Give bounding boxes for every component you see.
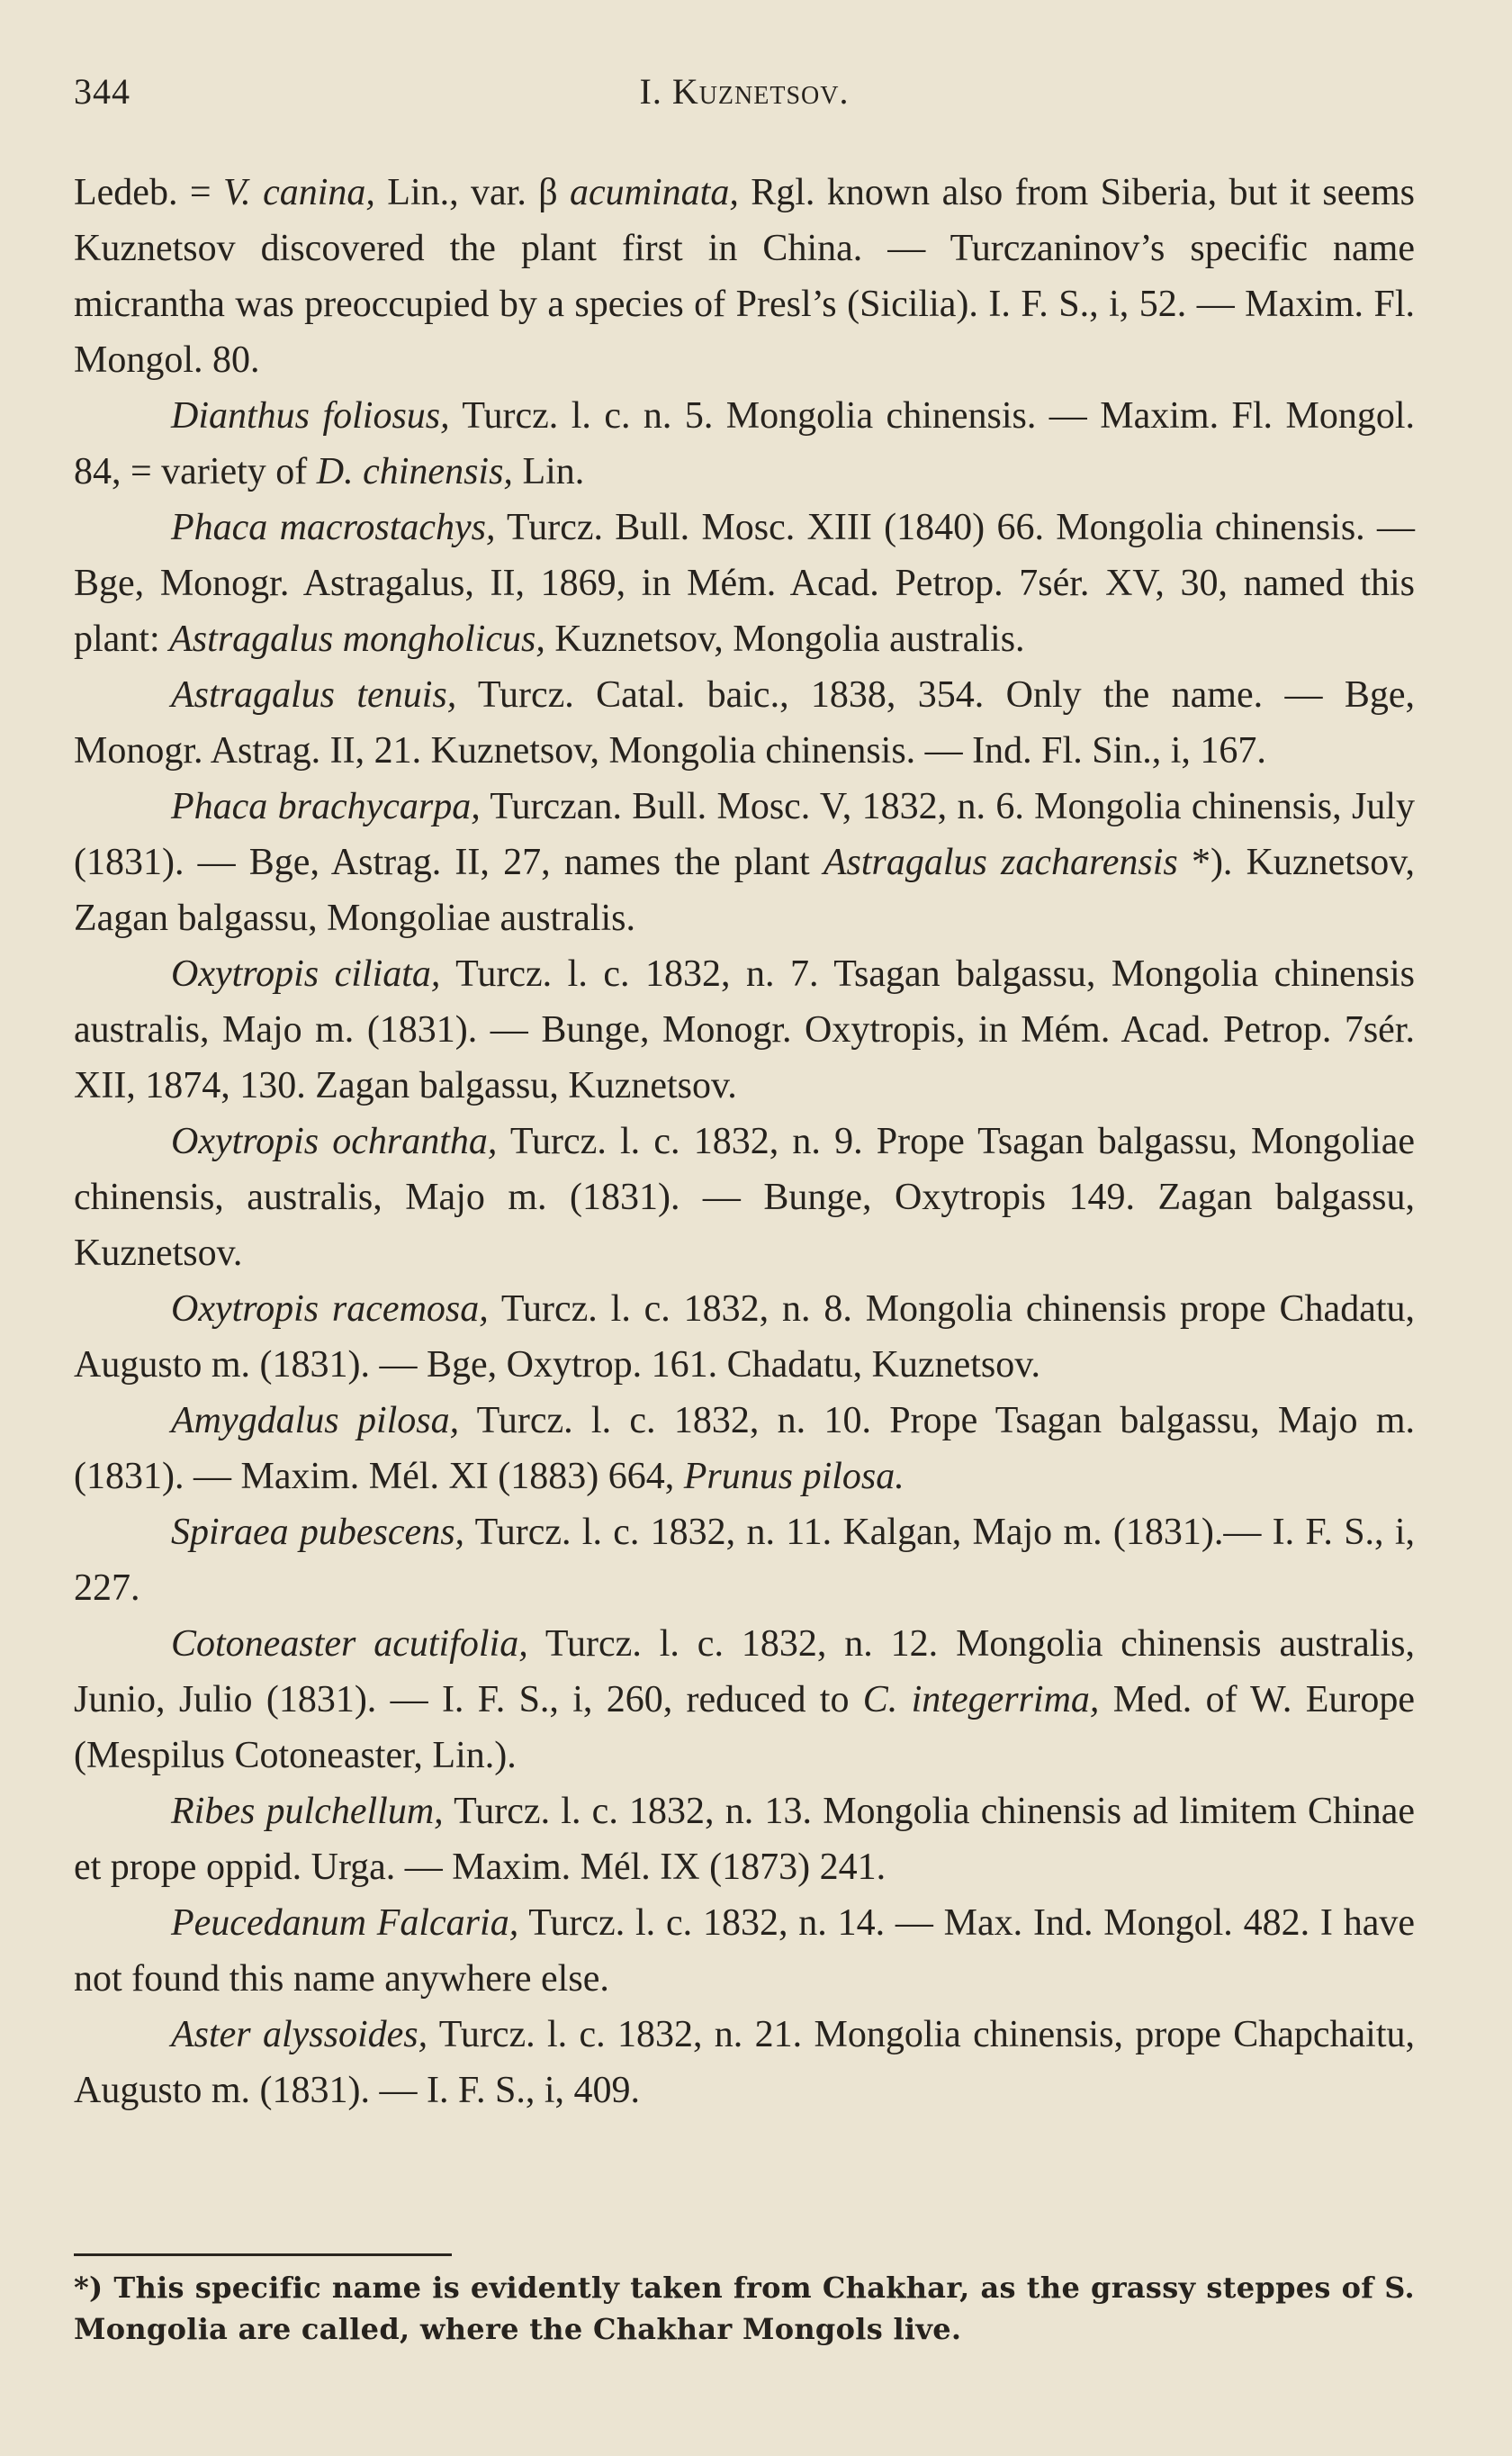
entry-text: Lin., var. β <box>374 172 571 213</box>
entry-text: Lin. <box>512 451 585 492</box>
entry-aster-alyssoides <box>74 2007 1415 2118</box>
body-text <box>74 165 1415 2118</box>
entry-amygdalus-pilosa <box>74 1393 1415 1504</box>
entry-text: Turcz. Bull. Mosc. XIII (1840) 66. Mongolia chinensis. — Bge, Monogr. Astragalus, II, 1869, in Mém. Acad. Petrop. 7sér. XV, 30, named this plant: <box>74 507 1415 660</box>
entry-oxytropis-ciliata <box>74 946 1415 1114</box>
taxon-name: Amygdalus pilosa, <box>171 1400 460 1441</box>
entry-text: Turcz. l. c. 1832, n. 12. Mongolia chinensis australis, Junio, Julio (1831). — I. F. S., i, 260, reduced to <box>74 1623 1415 1720</box>
entry-text: Turcz. Catal. baic., 1838, 354. Only the name. — Bge, Monogr. Astrag. II, 21. Kuznetsov, Mongolia chinensis. — Ind. Fl. Sin., i, 167. <box>74 674 1415 772</box>
taxon-name: Aster alyssoides, <box>171 2014 428 2055</box>
entry-oxytropis-ochrantha <box>74 1114 1415 1281</box>
entry-text: Turcz. l. c. 1832, n. 21. Mongolia chinensis, prope Chapchaitu, Augusto m. (1831). — I. F. S., i, 409. <box>74 2014 1416 2111</box>
page-number: 344 <box>74 71 130 112</box>
entry-text: Turcz. l. c. 1832, n. 11. Kalgan, Majo m. (1831).— I. F. S., i, 227. <box>74 1512 1416 1609</box>
entry-text: Kuznetsov, Mongolia australis. <box>544 619 1025 660</box>
running-head <box>74 70 1415 113</box>
taxon-name: Phaca macrostachys, <box>171 507 496 548</box>
entry-text: Turcz. l. c. 1832, n. 13. Mongolia chinensis ad limitem Chinae et prope oppid. Urga. — Maxim. Mél. IX (1873) 241. <box>74 1791 1415 1888</box>
taxon-name: Oxytropis racemosa, <box>171 1288 489 1330</box>
page-header <box>74 70 1415 115</box>
footnote-reference: *). Kuznetsov, Zagan balgassu, Mongoliae australis. <box>74 842 1415 939</box>
taxon-name: Astragalus zacharensis <box>823 842 1178 883</box>
entry-text: Turczan. Bull. Mosc. V, 1832, n. 6. Mongolia chinensis, July (1831). — Bge, Astrag. II, 27, names the plant <box>74 786 1415 883</box>
taxon-name: Astragalus tenuis, <box>171 674 457 716</box>
taxon-name: Oxytropis ochrantha, <box>171 1121 498 1162</box>
entry-text: Med. of W. Europe (Mespilus Cotoneaster, Lin.). <box>74 1679 1415 1776</box>
entry-dianthus-foliosus <box>74 388 1415 500</box>
entry-phaca-macrostachys <box>74 500 1415 667</box>
taxon-name: Cotoneaster acutifolia, <box>171 1623 528 1665</box>
entry-astragalus-tenuis <box>74 667 1415 779</box>
taxon-name: Astragalus mongholicus, <box>169 619 545 660</box>
taxon-name: Phaca brachycarpa, <box>171 786 481 827</box>
footnote-divider <box>74 2253 452 2256</box>
taxon-name: acuminata, <box>570 172 739 213</box>
entry-text: Ledeb. = <box>74 172 223 213</box>
entry-text: Turcz. l. c. 1832, n. 8. Mongolia chinensis prope Chadatu, Augusto m. (1831). — Bge, Oxytrop. 161. Chadatu, Kuznetsov. <box>74 1288 1416 1386</box>
entry-text: Turcz. l. c. n. 5. Mongolia chinensis. — Maxim. Fl. Mongol. 84, = variety of <box>74 395 1415 492</box>
entry-cotoneaster-acutifolia <box>74 1616 1415 1783</box>
entry-text: Rgl. known also from Siberia, but it seems Kuznetsov discovered the plant first in China. — Turczaninov’s specific name micrantha was preoccupied by a species of Presl’s (Sicilia). I. F. S., i, 52. — Maxim. Fl. Mongol. 80. <box>74 172 1415 381</box>
entry-phaca-brachycarpa <box>74 779 1415 946</box>
running-head-initial: I. <box>639 71 662 112</box>
taxon-name: Ribes pulchellum, <box>171 1791 444 1832</box>
taxon-name: Oxytropis ciliata, <box>171 953 441 995</box>
taxon-name: Prunus pilosa. <box>683 1456 904 1497</box>
footnote: *) This specific name is evidently taken from Chakhar, as the grassy steppes of S. Mongolia are called, where the Chakhar Mongols live. <box>74 2271 1415 2346</box>
entry-spiraea-pubescens <box>74 1504 1415 1616</box>
entry-ribes-pulchellum <box>74 1783 1415 1895</box>
taxon-name: Spiraea pubescens, <box>171 1512 465 1553</box>
taxon-name: V. canina, <box>222 172 375 213</box>
taxon-name: C. integerrima, <box>862 1679 1100 1720</box>
entry-text: Turcz. l. c. 1832, n. 14. — Max. Ind. Mongol. 482. I have not found this name anywhere else. <box>74 1902 1415 2000</box>
running-head-author: Kuznetsov. <box>671 71 850 112</box>
entry-oxytropis-racemosa <box>74 1281 1415 1393</box>
entry-peucedanum-falcaria <box>74 1895 1415 2007</box>
entry-text: Turcz. l. c. 1832, n. 9. Prope Tsagan balgassu, Mongoliae chinensis, australis, Majo m. (1831). — Bunge, Oxytropis 149. Zagan balgassu, Kuznetsov. <box>74 1121 1415 1274</box>
taxon-name: D. chinensis, <box>316 451 513 492</box>
entry-text: Turcz. l. c. 1832, n. 7. Tsagan balgassu, Mongolia chinensis australis, Majo m. (1831). — Bunge, Monogr. Oxytropis, in Mém. Acad. Petrop. 7sér. XII, 1874, 130. Zagan balgassu, Kuznetsov. <box>74 953 1415 1106</box>
taxon-name: Peucedanum Falcaria, <box>171 1902 519 1944</box>
taxon-name: Dianthus foliosus, <box>171 395 450 437</box>
entry-continuation <box>74 165 1415 388</box>
entry-text: Turcz. l. c. 1832, n. 10. Prope Tsagan balgassu, Majo m. (1831). — Maxim. Mél. XI (1883) 664, <box>74 1400 1416 1497</box>
